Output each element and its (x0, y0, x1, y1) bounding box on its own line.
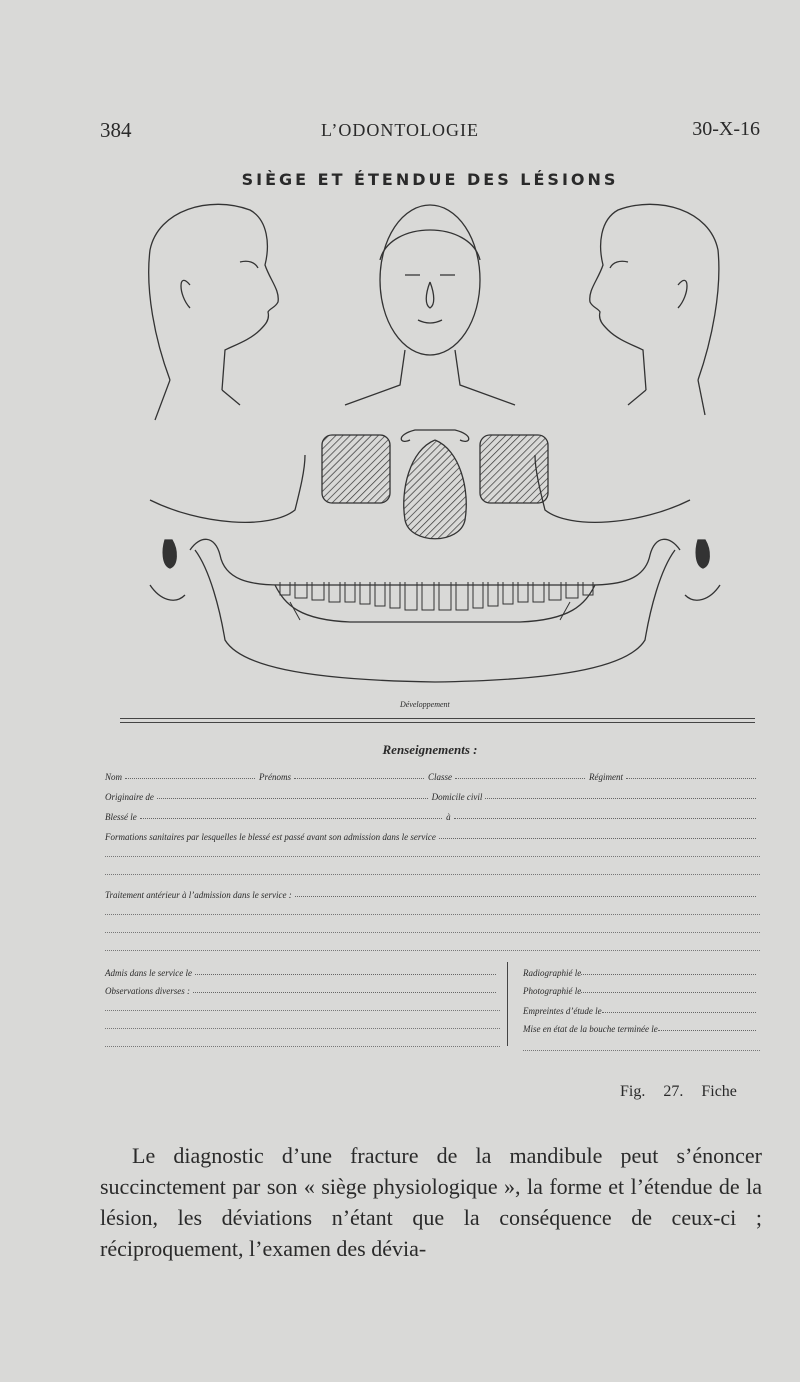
left-profile-head (149, 204, 279, 420)
field-empreintes: Empreintes d’étude le (523, 1006, 602, 1016)
form-row-admis (105, 964, 500, 978)
field-admis-blank[interactable] (195, 974, 496, 975)
figure-caption (620, 1083, 737, 1101)
field-a-blank[interactable] (454, 818, 756, 819)
form-title: Renseignements : (382, 742, 478, 757)
blank-line[interactable] (105, 914, 760, 915)
field-regiment-blank[interactable] (626, 778, 756, 779)
form-row-mise (523, 1020, 760, 1034)
journal-title: L’ODONTOLOGIE (321, 120, 479, 140)
development-label: Développement (400, 700, 450, 709)
form-row-identity (105, 768, 760, 782)
form-row-origin (105, 788, 760, 802)
field-blesse-blank[interactable] (140, 818, 442, 819)
field-photographie-blank[interactable] (581, 992, 756, 993)
figure-label: Fiche (701, 1083, 737, 1100)
blank-line[interactable] (105, 1028, 500, 1029)
field-observations: Observations diverses : (105, 986, 190, 996)
form-row-observations (105, 982, 500, 996)
field-empreintes-blank[interactable] (602, 1012, 756, 1013)
field-formations-blank[interactable] (439, 838, 756, 839)
figure-title: SIÈGE ET ÉTENDUE DES LÉSIONS (241, 170, 619, 189)
form-row-traitement (105, 886, 760, 900)
field-domicile-blank[interactable] (485, 798, 756, 799)
blank-line[interactable] (105, 932, 760, 933)
field-admis: Admis dans le service le (105, 968, 192, 978)
blank-line[interactable] (523, 1050, 760, 1051)
form-row-empreintes (523, 1002, 760, 1016)
form-row-photographie (523, 982, 760, 996)
field-originaire: Originaire de (105, 792, 154, 802)
field-nom-blank[interactable] (125, 778, 255, 779)
field-traitement-blank[interactable] (295, 896, 756, 897)
field-radiographie: Radiographié le (523, 968, 582, 978)
form-row-injury (105, 808, 760, 822)
blank-line[interactable] (105, 874, 760, 875)
divider-top (120, 718, 755, 719)
upper-teeth (280, 582, 593, 620)
field-formations: Formations sanitaires par lesquelles le blessé est passé avant son admission dans le service (105, 832, 436, 842)
right-profile-head (590, 204, 719, 415)
blank-line[interactable] (105, 1010, 500, 1011)
field-a: à (446, 812, 451, 822)
issue-date: 30-X-16 (692, 118, 760, 140)
blank-line[interactable] (105, 1046, 500, 1047)
field-classe: Classe (428, 772, 453, 782)
field-radiographie-blank[interactable] (581, 974, 756, 975)
field-originaire-blank[interactable] (157, 798, 428, 799)
field-regiment: Régiment (589, 772, 624, 782)
field-prenoms-blank[interactable] (294, 778, 424, 779)
anatomical-chart-drawing (100, 190, 740, 700)
field-mise-blank[interactable] (658, 1030, 756, 1031)
field-nom: Nom (105, 772, 123, 782)
column-divider (507, 962, 508, 1046)
page-header (0, 118, 800, 148)
body-text (100, 1140, 762, 1264)
blank-line[interactable] (105, 950, 760, 951)
paragraph: Le diagnostic d’une fracture de la mandibule peut s’énoncer succinctement par son « siège physiologique », la forme et l’étendue de la lésion, les déviations n’étant que la conséquence de ceux-ci ; réciproquement, l’examen des dévia- (100, 1143, 762, 1261)
front-head (345, 205, 515, 405)
figure-number: Fig. 27. (620, 1083, 684, 1100)
field-domicile: Domicile civil (431, 792, 483, 802)
field-traitement: Traitement antérieur à l’admission dans le service : (105, 890, 292, 900)
form-row-radiographie (523, 964, 760, 978)
field-classe-blank[interactable] (455, 778, 585, 779)
skull-outline (150, 430, 720, 682)
field-photographie: Photographié le (523, 986, 582, 996)
field-prenoms: Prénoms (259, 772, 292, 782)
form-row-formations (105, 828, 760, 842)
field-mise: Mise en état de la bouche terminée le (523, 1024, 658, 1034)
field-blesse: Blessé le (105, 812, 137, 822)
field-observations-blank[interactable] (193, 992, 496, 993)
divider-bottom (120, 722, 755, 723)
blank-line[interactable] (105, 856, 760, 857)
page-number: 384 (100, 118, 132, 142)
